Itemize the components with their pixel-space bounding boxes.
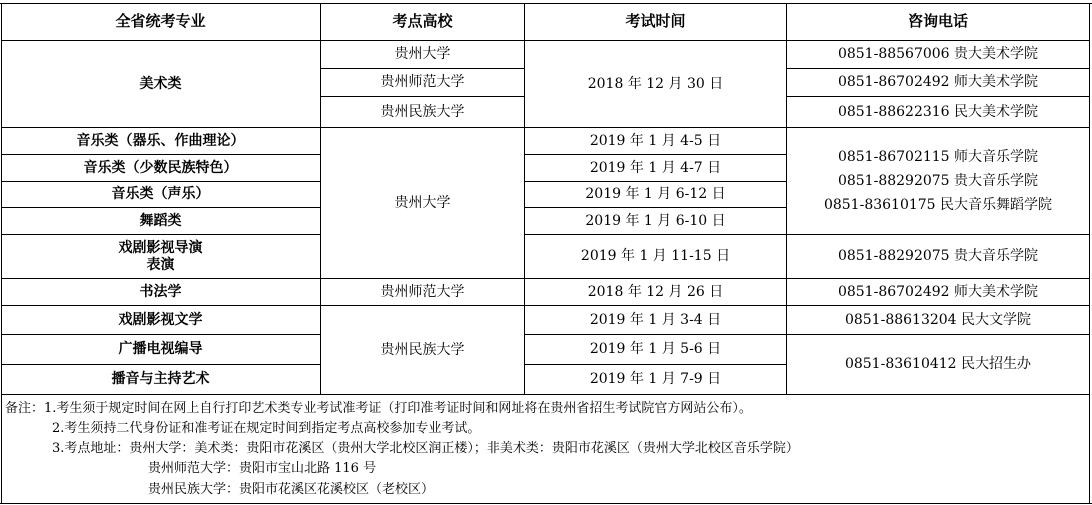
- phone-music-1: 0851-86702115 师大音乐学院: [837, 149, 1039, 165]
- table-border-right: [1089, 3, 1090, 504]
- time-music-folk: 2019 年 1 月 4-7 日: [589, 159, 722, 176]
- major-drama-directing: [1, 235, 320, 278]
- major-broadcast-directing: 广播电视编导: [118, 341, 203, 357]
- time-art: 2018 年 12 月 30 日: [587, 75, 724, 92]
- phone-music-2: 0851-88292075 贵大音乐学院: [837, 173, 1039, 189]
- note-line-4: 贵州师范大学：贵阳市宝山北路 116 号: [148, 461, 377, 476]
- major-hosting-art: 播音与主持艺术: [111, 371, 210, 387]
- school-gznu-calligraphy: 贵州师范大学: [380, 283, 465, 300]
- school-gzmu-media: 贵州民族大学: [380, 341, 465, 358]
- school-gzu: 贵州大学: [394, 46, 451, 62]
- header-major: 全省统考专业: [115, 12, 206, 30]
- table-body-bottom: [1, 394, 1090, 395]
- phone-art-gzu: 0851-88567006 贵大美术学院: [837, 46, 1039, 62]
- time-hosting-art: 2019 年 1 月 7-9 日: [589, 371, 722, 387]
- time-dance: 2019 年 1 月 6-10 日: [585, 212, 726, 229]
- major-drama-line-2: 表演: [146, 256, 175, 273]
- school-gznu: 贵州师范大学: [380, 74, 465, 90]
- time-drama: 2019 年 1 月 11-15 日: [580, 248, 731, 264]
- time-calligraphy: 2018 年 12 月 26 日: [587, 283, 724, 300]
- header-school: 考点高校: [392, 12, 453, 30]
- major-drama-literature: 戏剧影视文学: [118, 311, 203, 328]
- phone-drama: 0851-88292075 贵大音乐学院: [837, 248, 1039, 264]
- header-phone: 咨询电话: [907, 12, 968, 30]
- major-music-folk: 音乐类（少数民族特色）: [83, 159, 238, 176]
- note-line-3: 3.考点地址：贵州大学：美术类：贵阳市花溪区（贵州大学北校区润正楼）；非美术类：贵阳市花溪区（贵州大学北校区音乐学院）: [52, 441, 799, 456]
- major-drama-line-1: 戏剧影视导演: [118, 239, 203, 256]
- phone-music-group: [787, 128, 1089, 234]
- phone-calligraphy: 0851-86702492 师大美术学院: [837, 283, 1039, 300]
- time-music-theory: 2019 年 1 月 4-5 日: [589, 132, 722, 149]
- header-time: 考试时间: [625, 12, 686, 30]
- table-border-bottom: [0, 503, 1092, 504]
- time-drama-literature: 2019 年 1 月 3-4 日: [589, 311, 722, 328]
- time-broadcast-directing: 2019 年 1 月 5-6 日: [589, 341, 722, 357]
- major-calligraphy: 书法学: [139, 283, 182, 300]
- major-dance: 舞蹈类: [139, 212, 182, 229]
- time-music-vocal: 2019 年 1 月 6-12 日: [585, 186, 726, 202]
- note-line-5: 贵州民族大学：贵阳市花溪区花溪校区（老校区）: [148, 482, 435, 497]
- phone-art-gzmu: 0851-88622316 民大美术学院: [837, 103, 1039, 120]
- phone-media: 0851-83610412 民大招生办: [844, 356, 1032, 372]
- major-music-theory: 音乐类（器乐、作曲理论）: [76, 132, 245, 149]
- school-gzu-music: 贵州大学: [394, 194, 451, 211]
- major-music-vocal: 音乐类（声乐）: [111, 186, 210, 202]
- note-line-1: 备注：1.考生须于规定时间在网上自行打印艺术类专业考试准考证（打印准考证时间和网址将在贵州省招生考试院官方网站公布）。: [5, 401, 752, 416]
- note-line-2: 2.考生须持二代身份证和准考证在规定时间到指定考点高校参加专业考试。: [52, 421, 481, 436]
- major-art: 美术类: [139, 75, 182, 92]
- phone-music-3: 0851-83610175 民大音乐舞蹈学院: [823, 197, 1053, 213]
- phone-drama-literature: 0851-88613204 民大文学院: [844, 311, 1032, 328]
- phone-art-gznu: 0851-86702492 师大美术学院: [837, 74, 1039, 90]
- school-gzmu: 贵州民族大学: [380, 103, 465, 120]
